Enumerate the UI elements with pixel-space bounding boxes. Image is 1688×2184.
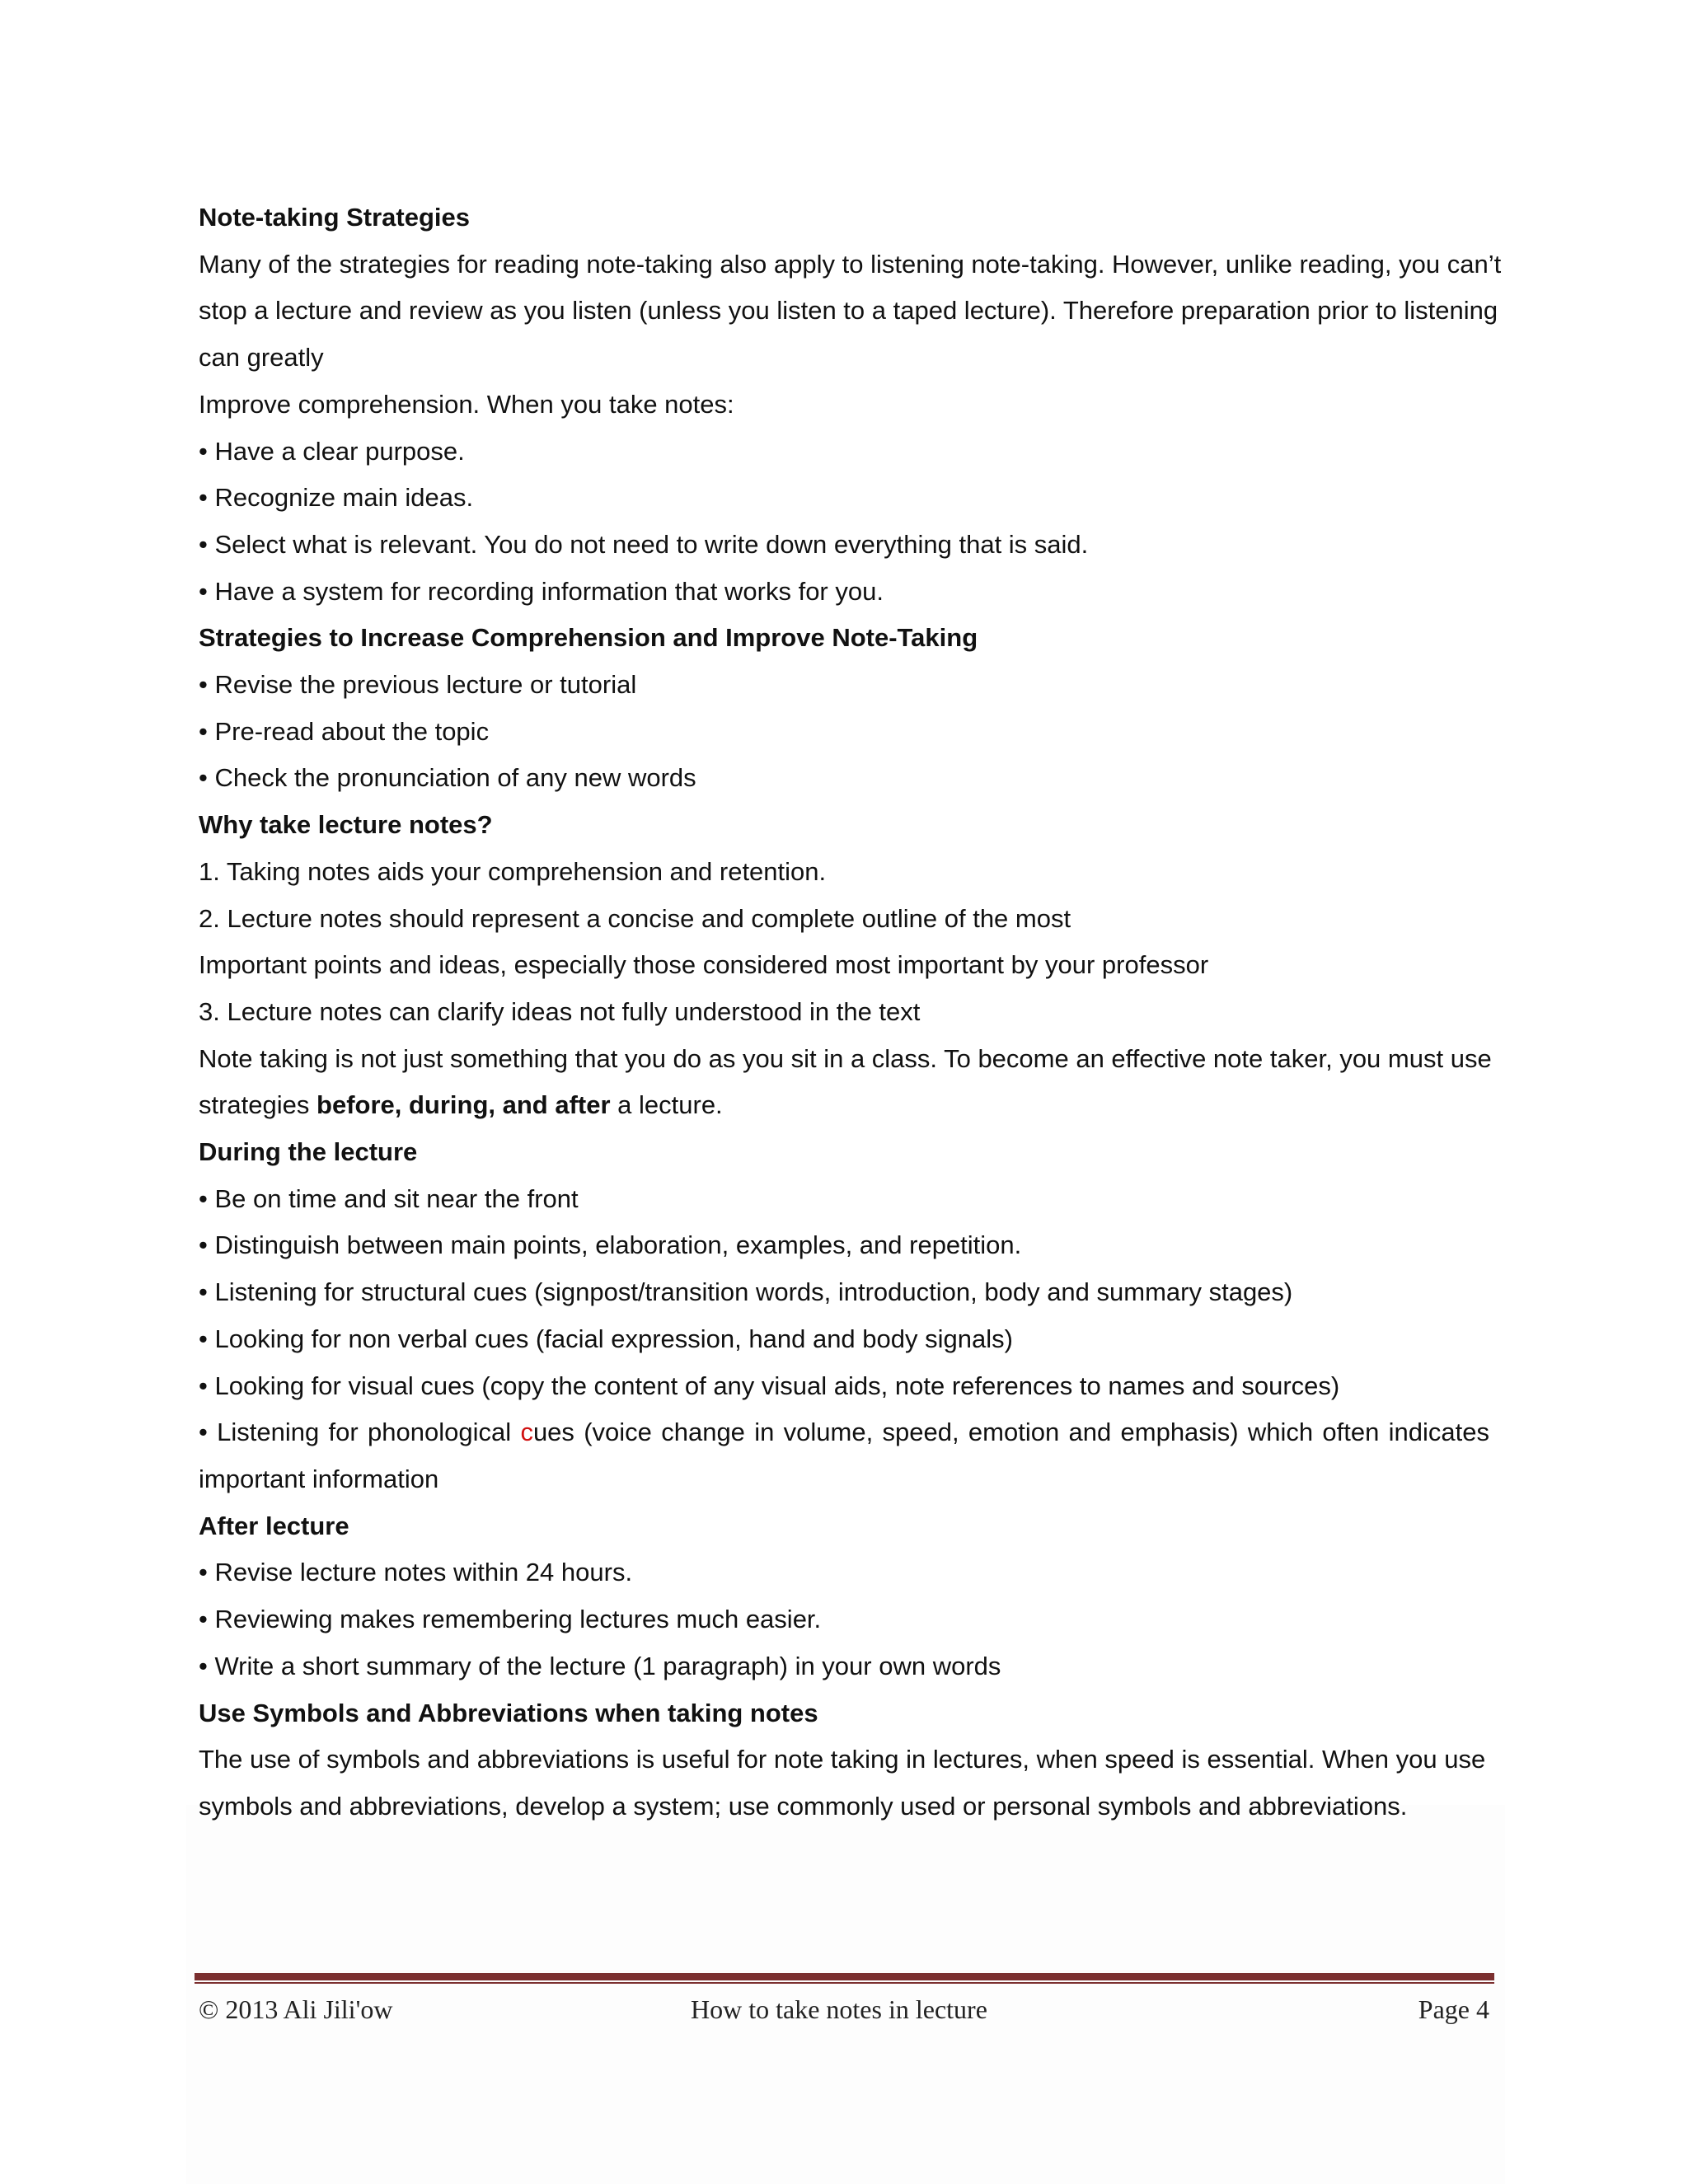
- section-heading-note-taking-strategies: Note-taking Strategies: [199, 203, 471, 232]
- text-span: ues (voice change in volume, speed, emotion and emphasis) which often indicates: [532, 1418, 1489, 1447]
- numbered-item: 3. Lecture notes can clarify ideas not fully understood in the text: [199, 996, 921, 1026]
- footer-title: How to take notes in lecture: [691, 1994, 987, 2024]
- paragraph-line: can greatly: [199, 343, 324, 373]
- paragraph-line: Note taking is not just something that you do as you sit in a class. To become an effective note taker, you must use: [199, 1043, 1492, 1073]
- section-heading-after-lecture: After lecture: [199, 1511, 349, 1540]
- bullet-item: • Check the pronunciation of any new words: [199, 763, 696, 793]
- text-span: a lecture.: [610, 1090, 723, 1120]
- bullet-item: • Recognize main ideas.: [199, 483, 474, 513]
- bullet-item: • Looking for visual cues (copy the content of any visual aids, note references to names and sources): [199, 1371, 1340, 1400]
- bullet-item-justified: [199, 1409, 1489, 1456]
- footer-rule-thin: [195, 1982, 1494, 1984]
- bullet-item: • Revise the previous lecture or tutorial: [199, 670, 637, 700]
- text-span: strategies: [199, 1090, 317, 1120]
- section-heading-why-take-notes: Why take lecture notes?: [199, 810, 493, 840]
- bullet-item: • Have a system for recording information that works for you.: [199, 576, 884, 606]
- bullet-item: • Have a clear purpose.: [199, 436, 465, 466]
- bullet-item: • Looking for non verbal cues (facial expression, hand and body signals): [199, 1324, 1013, 1353]
- bullet-item: • Pre-read about the topic: [199, 716, 490, 746]
- bullet-item: • Listening for structural cues (signpost/transition words, introduction, body and summary stages): [199, 1277, 1293, 1307]
- bullet-item: • Revise lecture notes within 24 hours.: [199, 1558, 633, 1587]
- numbered-item: 2. Lecture notes should represent a concise and complete outline of the most: [199, 903, 1071, 933]
- numbered-item: 1. Taking notes aids your comprehension and retention.: [199, 856, 827, 886]
- bullet-item: • Write a short summary of the lecture (1 paragraph) in your own words: [199, 1651, 1001, 1680]
- paragraph-line: Important points and ideas, especially those considered most important by your professor: [199, 950, 1209, 980]
- bullet-item: • Reviewing makes remembering lectures much easier.: [199, 1605, 822, 1634]
- paragraph-line: symbols and abbreviations, develop a system; use commonly used or personal symbols and abbreviations.: [199, 1791, 1408, 1821]
- section-heading-symbols-abbreviations: Use Symbols and Abbreviations when taking notes: [199, 1698, 818, 1727]
- paragraph-line-strategies: [199, 1082, 1489, 1129]
- footer-page-number: Page 4: [1418, 1994, 1489, 2024]
- footer-rule: [195, 1973, 1494, 1980]
- section-heading-during-lecture: During the lecture: [199, 1137, 418, 1167]
- bullet-item: • Be on time and sit near the front: [199, 1183, 579, 1213]
- bold-phrase: before, during, and after: [316, 1090, 611, 1120]
- paragraph-line: Many of the strategies for reading note-taking also apply to listening note-taking. However, unlike reading, you can’t: [199, 249, 1502, 279]
- paragraph-line: Improve comprehension. When you take notes:: [199, 389, 734, 419]
- highlighted-letter: c: [520, 1418, 533, 1447]
- section-heading-strategies-increase-comprehension: Strategies to Increase Comprehension and Improve Note-Taking: [199, 623, 978, 653]
- footer-copyright: © 2013 Ali Jili'ow: [199, 1994, 393, 2024]
- paragraph-line: important information: [199, 1464, 439, 1493]
- paragraph-line: The use of symbols and abbreviations is useful for note taking in lectures, when speed is essential. When you use: [199, 1745, 1486, 1774]
- text-span: • Listening for phonological: [199, 1418, 521, 1447]
- bullet-item: • Distinguish between main points, elaboration, examples, and repetition.: [199, 1230, 1022, 1260]
- page-content: [199, 194, 1502, 1830]
- paragraph-line: stop a lecture and review as you listen (unless you listen to a taped lecture). Therefore preparation prior to listening: [199, 296, 1498, 326]
- bullet-item: • Select what is relevant. You do not need to write down everything that is said.: [199, 529, 1089, 559]
